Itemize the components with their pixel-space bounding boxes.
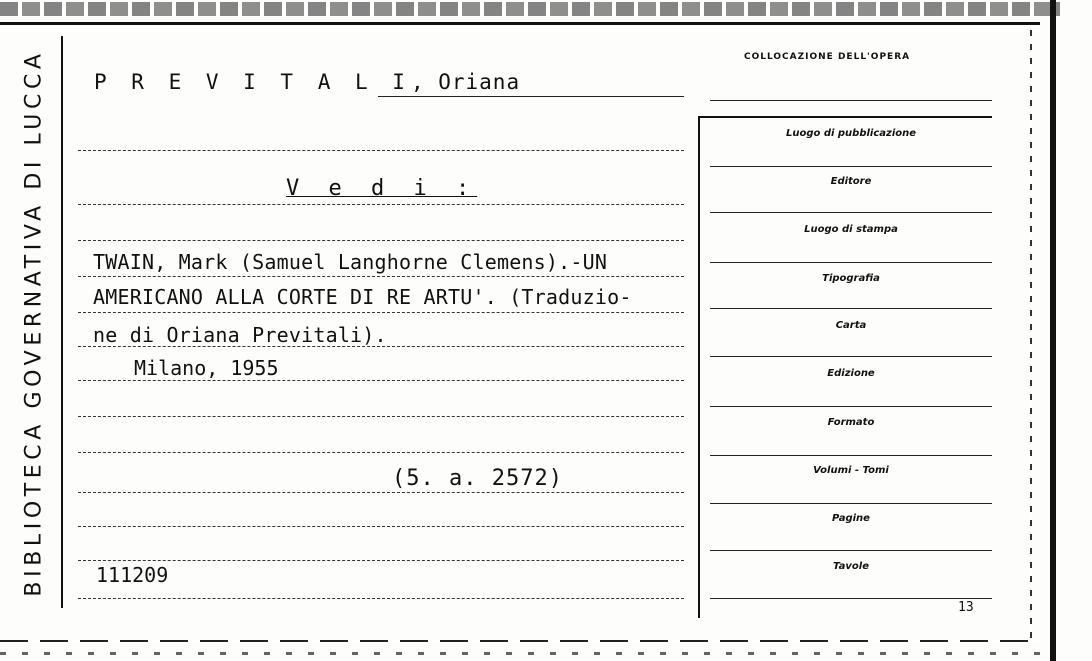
right-inner-border: [1030, 30, 1032, 640]
top-border: [0, 22, 1040, 25]
rule: [710, 406, 992, 407]
rule: [710, 598, 992, 599]
rule: [78, 204, 684, 205]
rule: [78, 598, 684, 599]
rule: [710, 166, 992, 167]
field-paper: Carta: [835, 320, 867, 331]
field-printer: Tipografia: [822, 273, 880, 284]
collocation-box-top: [698, 116, 992, 118]
author-surname: P R E V I T A L I: [94, 70, 411, 94]
corner-number: 13: [958, 600, 974, 615]
field-format: Formato: [827, 417, 875, 428]
rule: [78, 276, 684, 277]
rule: [78, 526, 684, 527]
rule: [710, 550, 992, 551]
rule: [710, 212, 992, 213]
rule: [710, 356, 992, 357]
entry-line-2: AMERICANO ALLA CORTE DI RE ARTU'. (Traduzio-: [93, 285, 632, 309]
rule: [78, 452, 684, 453]
card-number: 111209: [96, 563, 169, 587]
library-stamp: [6, 28, 62, 618]
entry-line-3: ne di Oriana Previtali).: [93, 323, 387, 347]
field-place-of-printing: Luogo di stampa: [804, 224, 898, 235]
entry-line-1: TWAIN, Mark (Samuel Langhorne Clemens).-UN: [93, 250, 608, 274]
right-border: [1050, 0, 1056, 661]
author-forename: , Oriana: [410, 70, 521, 94]
collocation-header: COLLOCAZIONE DELL'OPERA: [744, 52, 911, 62]
rule: [78, 312, 684, 313]
field-publisher: Editore: [830, 176, 872, 187]
library-stamp-text: BIBLIOTECA GOVERNATIVA DI LUCCA: [21, 49, 47, 597]
rule: [710, 455, 992, 456]
field-volumes: Volumi - Tomi: [813, 465, 889, 476]
rule: [710, 308, 992, 309]
place-year: Milano, 1955: [134, 356, 279, 380]
shelfmark: (5. a. 2572): [392, 466, 563, 491]
field-pages: Pagine: [832, 513, 870, 524]
rule: [710, 100, 992, 101]
rule: [710, 262, 992, 263]
rule: [78, 240, 684, 241]
scan-noise-bottom: [0, 652, 1040, 655]
field-plates: Tavole: [833, 561, 869, 572]
rule: [710, 503, 992, 504]
rule: [78, 380, 684, 381]
field-place-of-publication: Luogo di pubblicazione: [785, 128, 917, 139]
rule: [78, 492, 684, 493]
collocation-box-left: [698, 118, 700, 618]
rule: [378, 96, 684, 97]
scan-noise-top: [0, 2, 1060, 16]
see-reference-label: V e d i :: [286, 176, 478, 201]
bottom-border: [0, 640, 1040, 642]
margin-rule: [61, 36, 63, 608]
rule: [78, 416, 684, 417]
rule: [78, 560, 684, 561]
rule: [78, 150, 684, 151]
rule: [78, 346, 684, 347]
author-heading: [94, 70, 520, 94]
field-edition: Edizione: [827, 368, 875, 379]
